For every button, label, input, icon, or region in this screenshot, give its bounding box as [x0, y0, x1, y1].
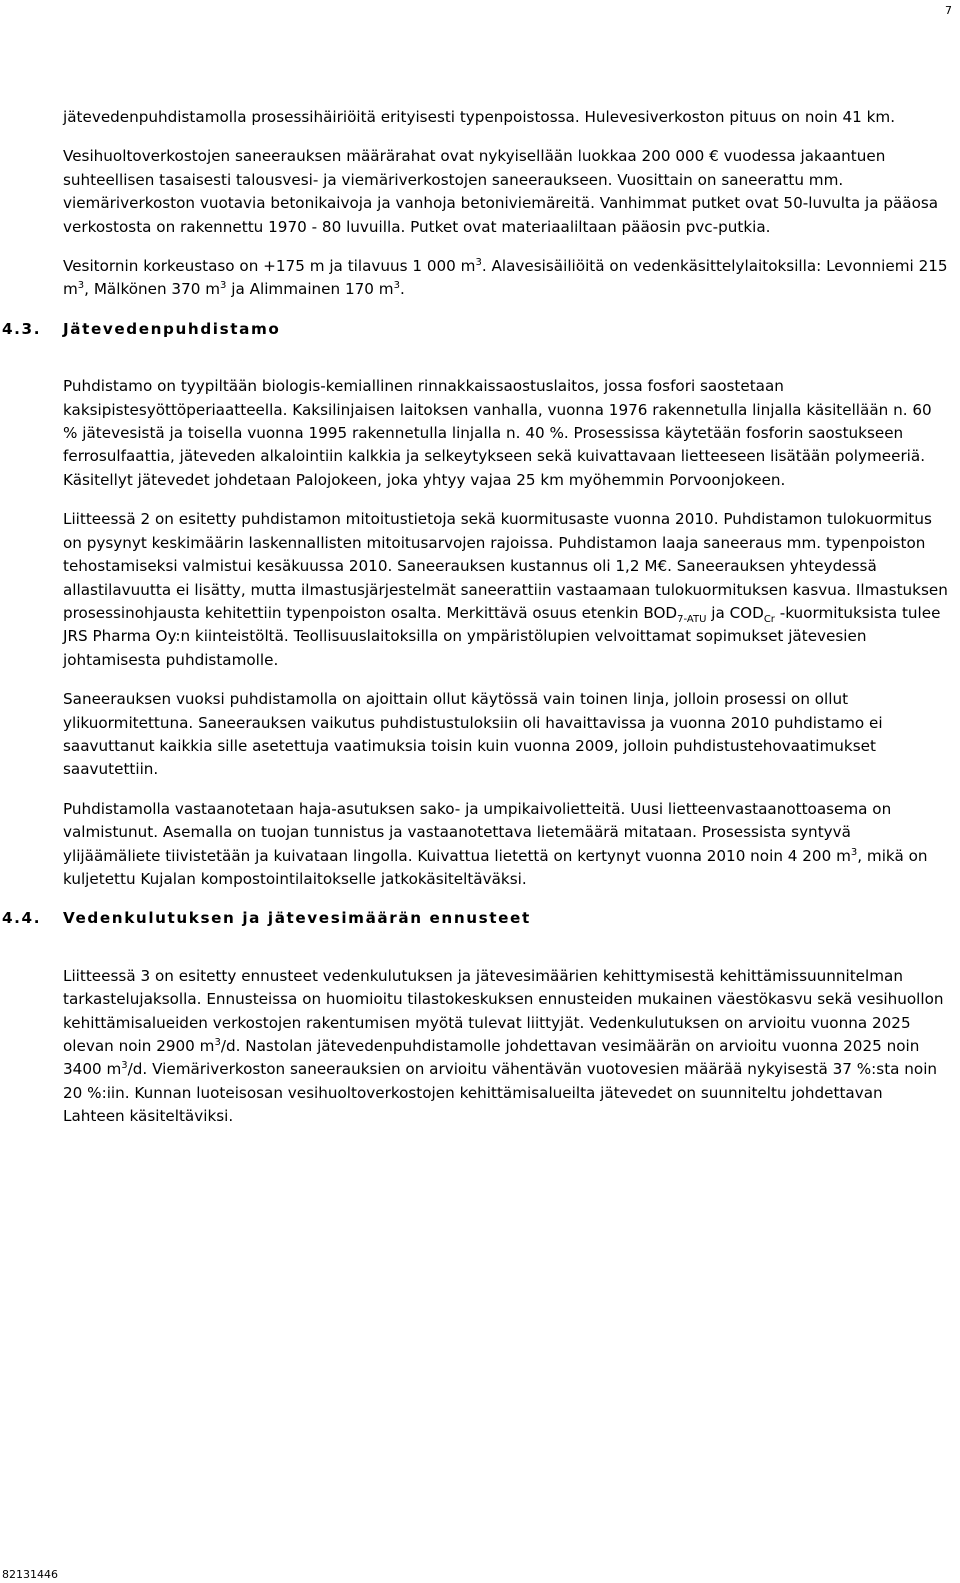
text-run: . Alavesisäiliöitä on vedenkäsittelylaitoksilla: Levonniemi 215 m [63, 257, 948, 299]
paragraph-4: Puhdistamo on tyypiltään biologis-kemiallinen rinnakkaissaostuslaitos, jossa fosfori saostetaan kaksipistesyöttöperiaatteella. Kaksilinjaisen laitoksen vanhalla, vuonna 1976 rakennetulla linjalla käsitellään n. 60 % jätevesistä ja toisella vuonna 1995 rakennetulla linjalla n. 40 %. Prosessissa käytetään fosforin saostukseen ferrosulfaattia, jäteveden alkalointiin kalkkia ja selkeytykseen sekä kuivattavaan lietteeseen lisätään polymeeriä. Käsitellyt jätevedet johdetaan Palojokeen, joka yhtyy vajaa 25 km myöhemmin Porvoonjokeen. [63, 377, 932, 489]
superscript: 3 [393, 280, 400, 292]
text-run: Vesitornin korkeustaso on +175 m ja tilavuus 1 000 m [63, 257, 476, 276]
section-heading-4-3 [2, 318, 948, 341]
text-run: /d. Nastolan jätevedenpuhdistamolle johdettavan vesimäärän on arvioitu vuonna 2025 noin 3400 m [63, 1037, 920, 1079]
superscript: 3 [77, 280, 85, 292]
paragraph-7 [63, 798, 948, 892]
text-run: , Mälkönen 370 m [84, 280, 221, 299]
text-run: ja COD [706, 603, 764, 622]
paragraph-3 [63, 255, 948, 302]
text-run: Liitteessä 2 on esitetty puhdistamon mitoitustietoja sekä kuormitusaste vuonna 2010. Puhdistamon tulokuormitus on pysynyt keskimäärin laskennallisten mitoitusarvojen rajoissa. Puhdistamon laaja saneeraus mm. typenpoiston tehostamiseksi valmistui kesäkuussa 2010. Saneerauksen kustannus oli 1,2 M€. Saneerauksen yhteydessä allastilavuutta ei lisätty, mutta ilmastusjärjestelmät saneerattiin vastaamaan tulokuormituksen kasvua. Ilmastuksen prosessinohjausta kehitettiin typenpoiston osalta. Merkittävä osuus etenkin BOD [63, 510, 948, 622]
section-title: Vedenkulutuksen ja jätevesimäärän ennusteet [63, 909, 531, 928]
text-run: Liitteessä 3 on esitetty ennusteet vedenkulutuksen ja jätevesimäärien kehittymisestä kehittämissuunnitelman tarkastelujaksolla. Ennusteissa on huomioitu tilastokeskuksen ennusteiden mukainen väestökasvu sekä vesihuollon kehittämisalueiden verkostojen rakentumisen myötä tulevat liittyjät. Vedenkulutuksen on arvioitu vuonna 2025 olevan noin 2900 m [63, 966, 944, 1055]
superscript: 3 [850, 846, 858, 858]
text-run: /d. Viemäriverkoston saneerauksien on arvioitu vähentävän vuotovesien määrää nykyisestä 37 %:sta noin 20 %:iin. Kunnan luoteisosan vesihuoltoverkostojen kehittämisalueilta jätevedet on suunniteltu johdettavan Lahteen käsiteltäviksi. [63, 1060, 938, 1126]
page-number: 7 [945, 4, 952, 17]
section-title: Jätevedenpuhdistamo [63, 319, 281, 338]
superscript: 3 [214, 1036, 221, 1048]
paragraph-8 [63, 965, 948, 1129]
superscript: 3 [220, 280, 227, 292]
superscript: 3 [475, 256, 482, 268]
superscript: 3 [121, 1060, 128, 1072]
text-run: , mikä on kuljetettu Kujalan kompostointilaitokselle jatkokäsiteltäväksi. [63, 846, 928, 888]
document-id: 82131446 [2, 1568, 58, 1581]
document-body [2, 106, 948, 1145]
paragraph-2: Vesihuoltoverkostojen saneerauksen määrärahat ovat nykyisellään luokkaa 200 000 € vuodessa jakaantuen suhteellisen tasaisesti talousvesi- ja viemäriverkostojen saneeraukseen. Vuosittain on saneerattu mm. viemäriverkoston vuotavia betonikaivoja ja vanhoja betoniviemäreitä. Vanhimmat putket ovat 50-luvulta ja pääosa verkostosta on rakennettu 1970 - 80 luvuilla. Putket ovat materiaaliltaan pääosin pvc-putkia. [63, 147, 939, 236]
section-number: 4.4. [2, 909, 42, 928]
section-number: 4.3. [2, 319, 42, 338]
text-run: -kuormituksista tulee JRS Pharma Oy:n kiinteistöltä. Teollisuuslaitoksilla on ympäristölupien velvoittamat sopimukset jätevesien johtamisesta puhdistamolle. [63, 603, 941, 669]
text-run: ja Alimmainen 170 m [226, 280, 394, 299]
text-run: Puhdistamolla vastaanotetaan haja-asutuksen sako- ja umpikaivolietteitä. Uusi lietteenvastaanottoasema on valmistunut. Asemalla on tuojan tunnistus ja vastaanotettava lietemäärä mitataan. Prosessista syntyvä ylijäämäliete tiivistetään ja kuivataan lingolla. Kuivattua lietettä on kertynyt vuonna 2010 noin 4 200 m [63, 799, 892, 865]
text-run: . [399, 280, 405, 299]
paragraph-5 [63, 508, 948, 672]
section-heading-4-4 [2, 907, 948, 930]
paragraph-6: Saneerauksen vuoksi puhdistamolla on ajoittain ollut käytössä vain toinen linja, jolloin prosessi on ollut ylikuormitettuna. Saneerauksen vaikutus puhdistustuloksiin oli havaittavissa ja vuonna 2010 puhdistamo ei saavuttanut kaikkia sille asetettuja vaatimuksia toisin kuin vuonna 2009, jolloin puhdistustehovaatimukset saavutettiin. [63, 690, 883, 779]
subscript: 7-ATU [677, 613, 707, 625]
subscript: Cr [763, 613, 775, 625]
paragraph-1: jätevedenpuhdistamolla prosessihäiriöitä erityisesti typenpoistossa. Hulevesiverkoston pituus on noin 41 km. [63, 108, 896, 126]
